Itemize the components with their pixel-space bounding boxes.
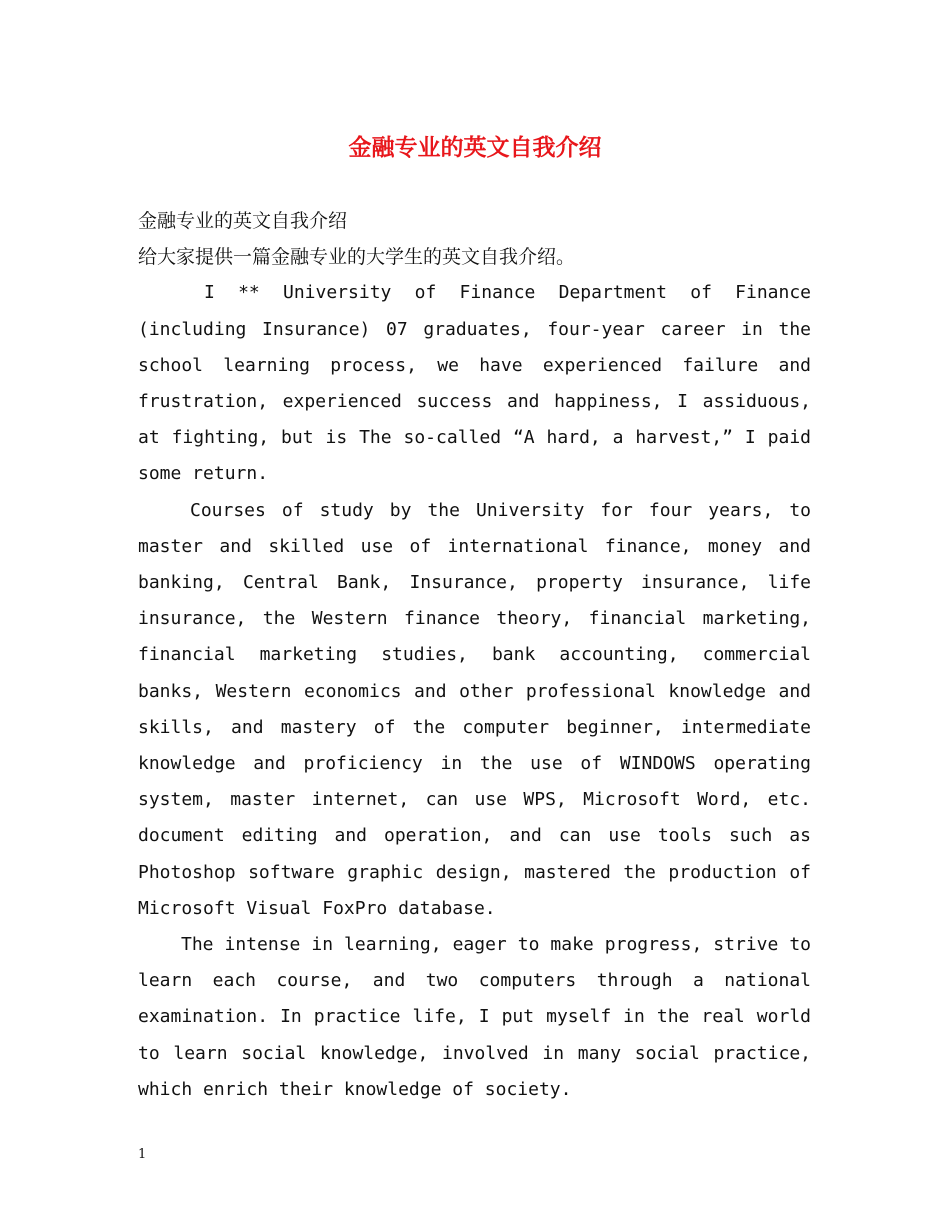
document-title: 金融专业的英文自我介绍 bbox=[348, 134, 602, 161]
paragraph-1: I ** University of Finance Department of Finance (including Insurance) 07 graduates, four-year career in the school learning process, we have experienced failure and frustration, experienced success and happiness, I assiduous, at fighting, but is The so-called “A hard, a harvest,” I paid some return. bbox=[138, 282, 811, 485]
paragraph-2: Courses of study by the University for four years, to master and skilled use of international finance, money and banking, Central Bank, Insurance, property insurance, life insurance, the Western finance theory, financial marketing, financial marketing studies, bank accounting, commercial banks, Western economics and other professional knowledge and skills, and mastery of the computer beginner, intermediate knowledge and proficiency in the use of WINDOWS operating system, master internet, can use WPS, Microsoft Word, etc. document editing and operation, and can use tools such as Photoshop software graphic design, mastered the production of Microsoft Visual FoxPro database. bbox=[138, 499, 811, 919]
document-body bbox=[138, 203, 811, 1108]
page-number: 1 bbox=[138, 1147, 147, 1162]
document-intro: 给大家提供一篇金融专业的大学生的英文自我介绍。 bbox=[138, 246, 576, 269]
document-subtitle: 金融专业的英文自我介绍 bbox=[138, 210, 348, 232]
paragraph-3: The intense in learning, eager to make progress, strive to learn each course, and two computers through a national examination. In practice life, I put myself in the real world to learn social knowledge, involved in many social practice, which enrich their knowledge of society. bbox=[138, 934, 811, 1100]
